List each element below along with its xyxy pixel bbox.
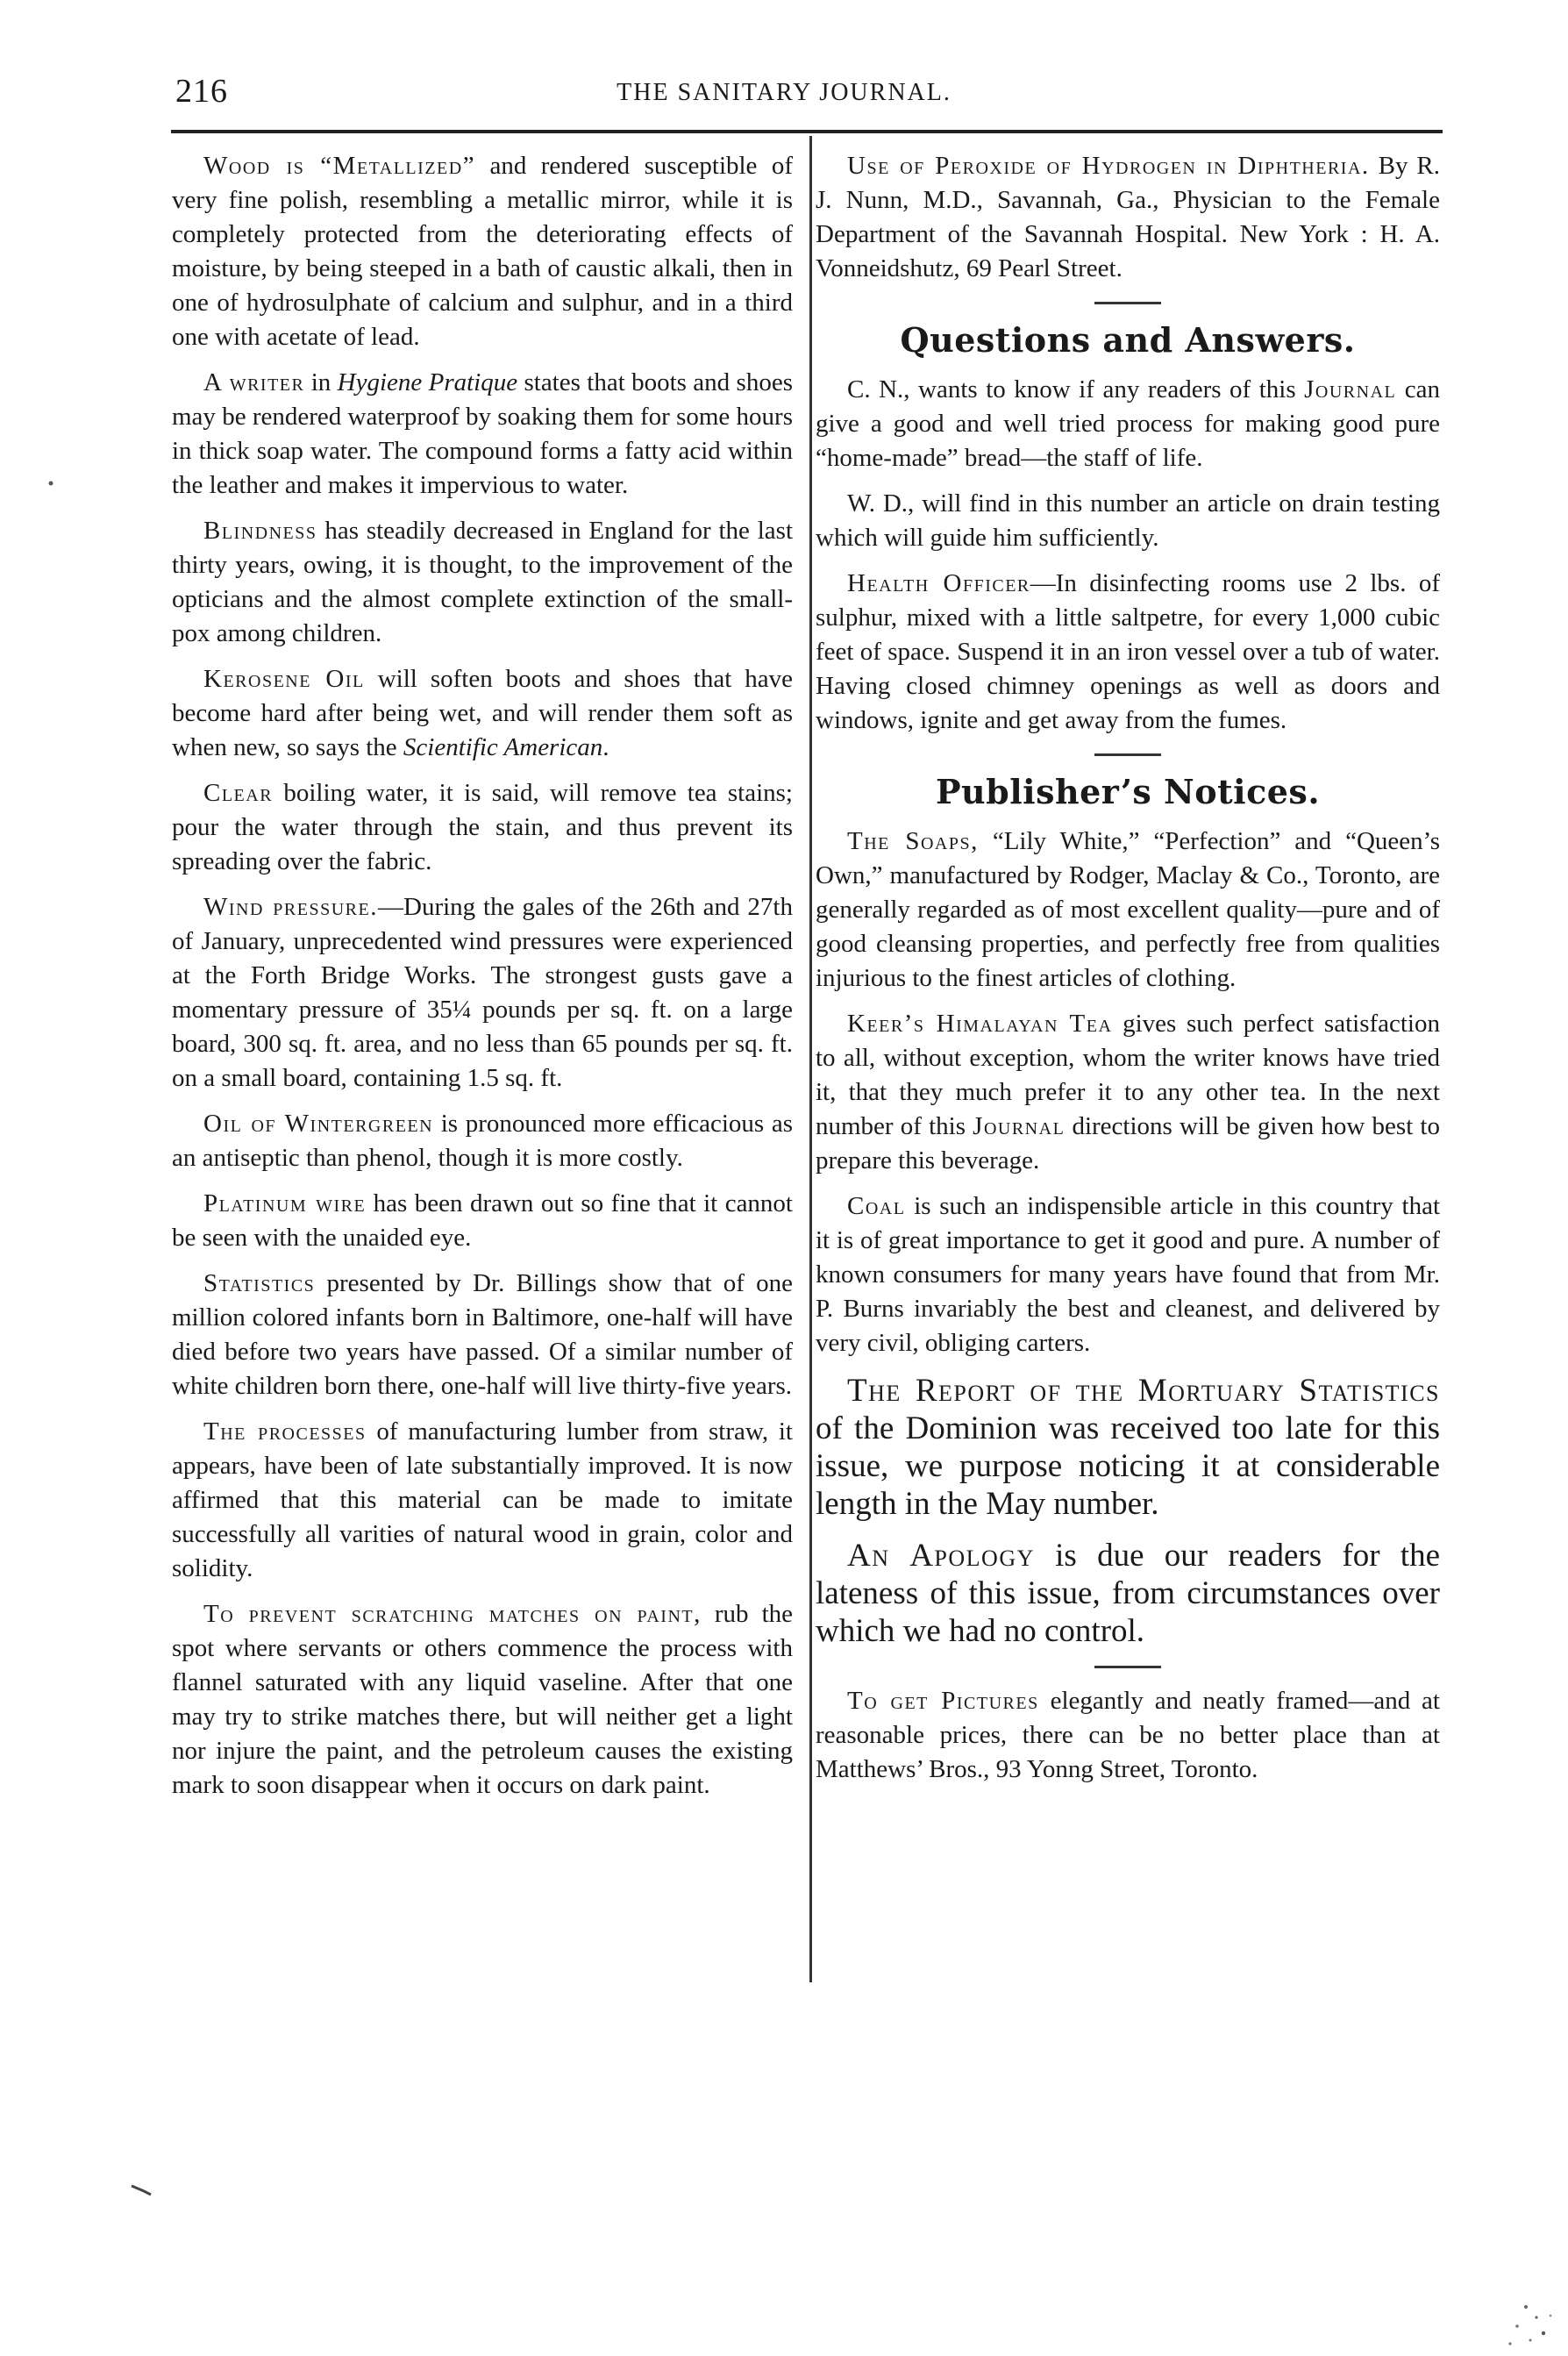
paragraph-blindness: Blindness has steadily decreased in England for the last thirty years, owing, it is thought, to the improvement of the opticians and the almost complete extinction of the small-pox among children. (172, 517, 793, 647)
publishers-notices-heading: Publisher’s Notices. (935, 772, 1321, 811)
questions-answers-heading: Questions and Answers. (900, 320, 1356, 360)
column-divider (809, 136, 812, 1982)
left-column (172, 149, 793, 1814)
answer-health-officer: Health Officer—In disinfecting rooms use 2 lbs. of sulphur, mixed with a little saltpetre, for every 1,000 cubic feet of space. Suspend it in an iron vessel over a tub of water. Having closed chimney openings as well as doors and windows, ignite and get away from the fumes. (816, 569, 1440, 734)
running-head: THE SANITARY JOURNAL. (617, 79, 951, 106)
scan-noise-corner (1508, 2305, 1551, 2345)
header-rule (171, 130, 1443, 133)
scan-speck (49, 482, 53, 486)
paragraph-peroxide-book: Use of Peroxide of Hydrogen in Diphtheria. By R. J. Nunn, M.D., Savannah, Ga., Physician to the Female Department of the Savannah Hospital. New York : H. A. Vonneidshutz, 69 Pearl Street. (816, 152, 1440, 282)
scan-mark (132, 2186, 151, 2195)
paragraph-clear-water: Clear boiling water, it is said, will remove tea stains; pour the water through the stain, and thus prevent its spreading over the fabric. (172, 779, 793, 875)
answer-wd: W. D., will find in this number an article on drain testing which will guide him sufficiently. (816, 489, 1440, 552)
notice-tea: Keer’s Himalayan Tea gives such perfect satisfaction to all, without exception, whom the writer knows have tried it, that they much prefer it to any other tea. In the next number of this Journal directions will be given how best to prepare this beverage. (816, 1010, 1440, 1174)
notice-apology: An Apology is due our readers for the lateness of this issue, from circumstances over which we had no control. (816, 1538, 1441, 1649)
notice-soaps: The Soaps, “Lily White,” “Perfection” and “Queen’s Own,” manufactured by Rodger, Maclay & Co., Toronto, are generally regarded as of most excellent quality—pure and of good cleansing properties, and perfectly free from qualities injurious to the finest articles of clothing. (816, 827, 1441, 992)
notice-pictures: To get Pictures elegantly and neatly framed—and at reasonable prices, there can be no better place than at Matthews’ Bros., 93 Yonng Street, Toronto. (816, 1687, 1440, 1783)
paragraph-wind-pressure: Wind pressure.—During the gales of the 26th and 27th of January, unprecedented wind pressures were experienced at the Forth Bridge Works. The strongest gusts gave a momentary pressure of 35¼ pounds per sq. ft. on a large board, 300 sq. ft. area, and no less than 65 pounds per sq. ft. on a small board, containing 1.5 sq. ft. (172, 893, 793, 1092)
paragraph-waterproof-boots: A writer in Hygiene Pratique states that boots and shoes may be rendered waterproof by soaking them for some hours in thick soap water. The compound forms a fatty acid within the leather and makes it impervious to water. (172, 368, 793, 499)
section-rule (1094, 1666, 1161, 1668)
section-rule (1094, 302, 1161, 304)
paragraph-wood-metallized: Wood is “Metallized” and rendered susceptible of very fine polish, resembling a metallic mirror, while it is completely protected from the deteriorating effects of moisture, by being steeped in a bath of caustic alkali, then in one of hydrosulphate of calcium and sulphur, and in a third one with acetate of lead. (172, 152, 793, 351)
paragraph-platinum-wire: Platinum wire has been drawn out so fine that it cannot be seen with the unaided eye. (172, 1189, 793, 1252)
answer-cn: C. N., wants to know if any readers of this Journal can give a good and well tried process for making good pure “home-made” bread—the staff of life. (816, 375, 1440, 472)
notice-mortuary-report: The Report of the Mortuary Statistics of the Dominion was received too late for this issue, we purpose noticing it at considerable length in the May number. (816, 1373, 1440, 1522)
paragraph-matches-paint: To prevent scratching matches on paint, rub the spot where servants or others commence the process with flannel saturated with any liquid vaseline. After that one may try to strike matches there, but will neither get a light nor injure the paint, and the petroleum causes the existing mark to soon disappear when it occurs on dark paint. (172, 1600, 793, 1799)
right-column (816, 149, 1440, 1798)
paragraph-statistics: Statistics presented by Dr. Billings show that of one million colored infants born in Baltimore, one-half will have died before two years have passed. Of a similar number of white children born there, one-half will live thirty-five years. (172, 1269, 793, 1400)
paragraph-lumber-straw: The processes of manufacturing lumber from straw, it appears, have been of late substantially improved. It is now affirmed that this material can be made to imitate successfully all varities of natural wood in grain, color and solidity. (172, 1417, 793, 1582)
paragraph-wintergreen: Oil of Wintergreen is pronounced more efficacious as an antiseptic than phenol, though it is more costly. (172, 1110, 793, 1172)
section-rule (1094, 753, 1161, 756)
page-number: 216 (175, 73, 228, 110)
notice-coal: Coal is such an indispensible article in this country that it is of great importance to get it good and pure. A number of known consumers for many years have found that from Mr. P. Burns invariably the best and cleanest, and delivered by very civil, obliging carters. (816, 1192, 1440, 1357)
paragraph-kerosene-oil: Kerosene Oil will soften boots and shoes that have become hard after being wet, and will render them soft as when new, so says the Scientific American. (172, 665, 793, 761)
